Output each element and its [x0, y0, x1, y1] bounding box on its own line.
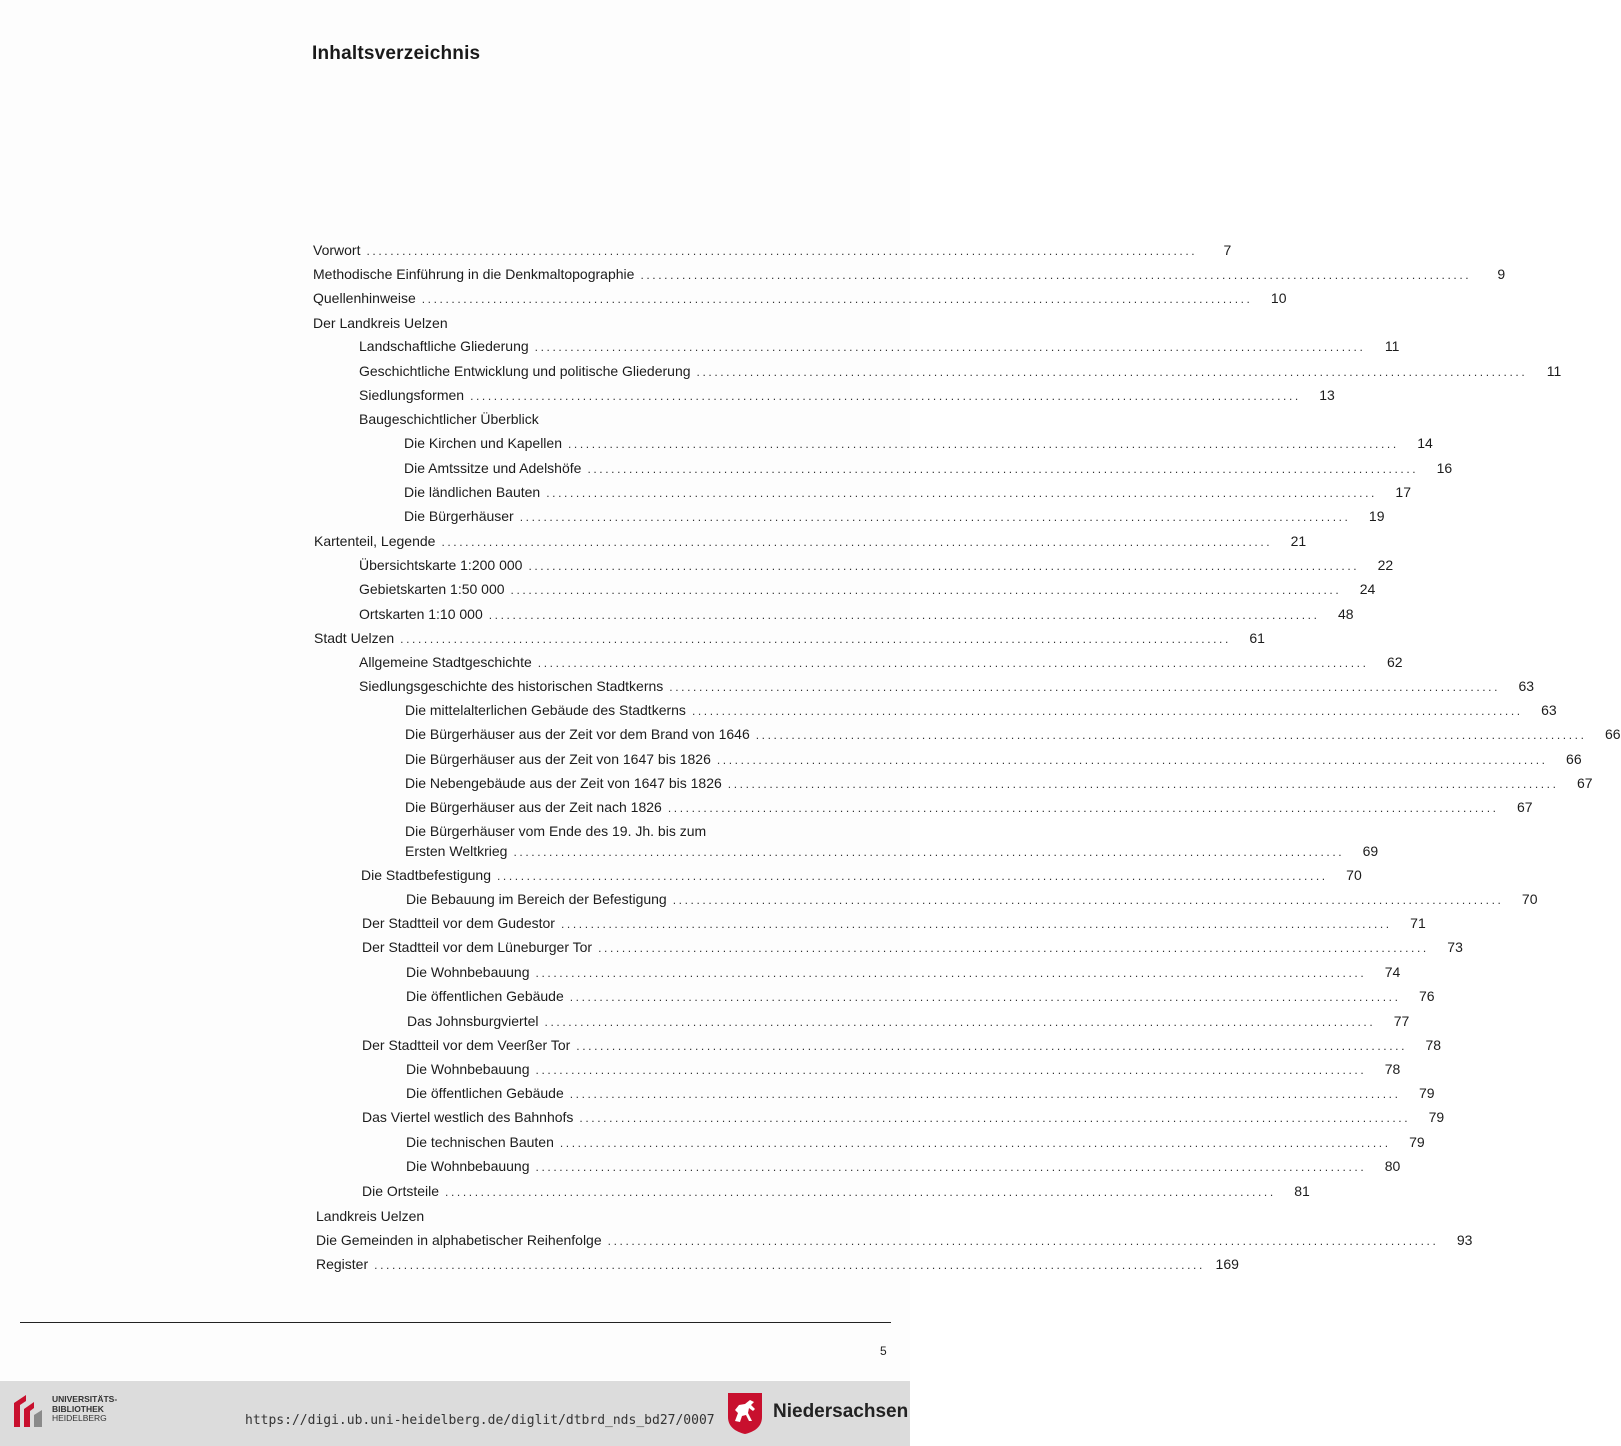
- toc-entry-title: Die Amtssitze und Adelshöfe: [404, 460, 582, 476]
- toc-entry-title: Landkreis Uelzen: [316, 1208, 425, 1224]
- toc-entry[interactable]: Die öffentlichen Gebäude ............................................................................................................................................ 76: [406, 985, 888, 1007]
- toc-entry-title: Die öffentlichen Gebäude: [406, 988, 564, 1004]
- toc-entry-page: 93: [1456, 1232, 1473, 1248]
- library-line2: BIBLIOTHEK: [52, 1403, 104, 1414]
- toc-entry-title: Quellenhinweise: [313, 290, 416, 306]
- toc-entry-page: 79: [1418, 1085, 1435, 1101]
- viewer-footer-bar: [0, 1381, 910, 1446]
- toc-entry-title: Die Wohnbebauung: [406, 1158, 530, 1174]
- toc-entry[interactable]: Die Wohnbebauung ............................................................................................................................................ 74: [406, 961, 888, 983]
- toc-entry-title: Der Stadtteil vor dem Lüneburger Tor: [362, 939, 593, 955]
- toc-entry-title: Baugeschichtlicher Überblick: [359, 411, 539, 427]
- toc-entry[interactable]: Geschichtliche Entwicklung und politische Gliederung ............................................................................................................................................ 11: [359, 360, 888, 382]
- toc-entry-page: 79: [1409, 1134, 1425, 1150]
- library-name: [52, 1395, 117, 1424]
- toc-entry-page: 63: [1541, 702, 1557, 718]
- toc-entry[interactable]: Die Bürgerhäuser aus der Zeit vor dem Brand von 1646 ............................................................................................................................................ 66: [405, 723, 888, 745]
- toc-entry[interactable]: Die ländlichen Bauten ............................................................................................................................................ 17: [404, 481, 888, 503]
- toc-entry-page: 19: [1368, 508, 1385, 524]
- toc-entry-title: Kartenteil, Legende: [314, 533, 436, 549]
- toc-entry-page: 63: [1518, 678, 1535, 694]
- toc-entry[interactable]: Die Bürgerhäuser aus der Zeit von 1647 bis 1826 ............................................................................................................................................ 66: [405, 748, 888, 770]
- toc-entry[interactable]: Die mittelalterlichen Gebäude des Stadtkerns ............................................................................................................................................ 63: [405, 699, 888, 721]
- toc-section-heading[interactable]: [316, 1205, 888, 1227]
- toc-entry-page: 61: [1249, 630, 1265, 646]
- toc-entry[interactable]: Ortskarten 1:10 000 ............................................................................................................................................ 48: [359, 603, 888, 625]
- toc-entry-title: Siedlungsgeschichte des historischen Stadtkerns: [359, 678, 664, 694]
- toc-entry-title: Die Bürgerhäuser aus der Zeit vor dem Brand von 1646: [405, 726, 750, 742]
- toc-entry[interactable]: Die Kirchen und Kapellen ............................................................................................................................................ 14: [404, 432, 888, 454]
- toc-entry[interactable]: Die Nebengebäude aus der Zeit von 1647 bis 1826 ............................................................................................................................................ 67: [405, 772, 888, 794]
- toc-entry[interactable]: Die Wohnbebauung ............................................................................................................................................ 78: [406, 1058, 888, 1080]
- toc-entry-title: Die Bürgerhäuser: [404, 508, 514, 524]
- library-line3: HEIDELBERG: [52, 1413, 107, 1423]
- toc-entry[interactable]: Methodische Einführung in die Denkmaltopographie ............................................................................................................................................ 9: [313, 263, 888, 285]
- toc-entry-page: 73: [1447, 939, 1463, 955]
- toc-entry-title-line2: Ersten Weltkrieg: [405, 843, 508, 859]
- toc-entry-page: 11: [1384, 338, 1400, 354]
- toc-entry-page: 21: [1290, 533, 1307, 549]
- permalink-url[interactable]: https://digi.ub.uni-heidelberg.de/diglit/dtbrd_nds_bd27/0007: [245, 1413, 715, 1428]
- toc-entry-title: Die Bebauung im Bereich der Befestigung: [406, 891, 667, 907]
- sponsor-name: Niedersachsen: [773, 1401, 909, 1422]
- library-line1: UNIVERSITÄTS-: [52, 1394, 118, 1404]
- niedersachsen-horse-icon[interactable]: [726, 1391, 764, 1435]
- toc-entry-title: Die Wohnbebauung: [406, 1061, 530, 1077]
- footer-rule: [20, 1322, 891, 1323]
- toc-entry-title: Die Wohnbebauung: [406, 964, 530, 980]
- toc-entry-page: 62: [1386, 654, 1403, 670]
- toc-entry-title: Die öffentlichen Gebäude: [406, 1085, 564, 1101]
- toc-entry-title: Vorwort: [313, 242, 361, 258]
- toc-entry-title-line1[interactable]: Die Bürgerhäuser vom Ende des 19. Jh. bis zum: [405, 823, 707, 839]
- toc-entry[interactable]: Der Stadtteil vor dem Veerßer Tor ............................................................................................................................................ 78: [362, 1034, 888, 1056]
- toc-entry-title: Allgemeine Stadtgeschichte: [359, 654, 532, 670]
- toc-entry[interactable]: Der Stadtteil vor dem Gudestor ............................................................................................................................................ 71: [362, 912, 888, 934]
- toc-entry-page: 78: [1384, 1061, 1401, 1077]
- toc-entry[interactable]: Siedlungsformen ............................................................................................................................................ 13: [359, 384, 888, 406]
- toc-entry-page: 9: [1497, 266, 1506, 282]
- toc-entry-title: Die technischen Bauten: [406, 1134, 554, 1150]
- toc-entry-title: Der Landkreis Uelzen: [313, 315, 448, 331]
- toc-entry[interactable]: Siedlungsgeschichte des historischen Stadtkerns ............................................................................................................................................ 63: [359, 675, 888, 697]
- toc-entry[interactable]: Der Stadtteil vor dem Lüneburger Tor ............................................................................................................................................ 73: [362, 936, 888, 958]
- toc-entry-page: 80: [1384, 1158, 1401, 1174]
- toc-entry-page: 79: [1428, 1109, 1445, 1125]
- toc-entry-title: Das Viertel westlich des Bahnhofs: [362, 1109, 574, 1125]
- toc-entry[interactable]: Vorwort ............................................................................................................................................ 7: [313, 239, 888, 261]
- toc-entry-title: Die Stadtbefestigung: [361, 867, 491, 883]
- toc-entry[interactable]: Übersichtskarte 1:200 000 ............................................................................................................................................ 22: [359, 554, 888, 576]
- toc-entry-title: Der Stadtteil vor dem Gudestor: [362, 915, 555, 931]
- toc-entry-title: Die Bürgerhäuser aus der Zeit von 1647 bis 1826: [405, 751, 711, 767]
- toc-entry[interactable]: Register ............................................................................................................................................ 169: [316, 1253, 888, 1275]
- toc-entry-page: 76: [1418, 988, 1435, 1004]
- toc-entry-title: Die Nebengebäude aus der Zeit von 1647 bis 1826: [405, 775, 722, 791]
- toc-entry-page: 7: [1223, 242, 1232, 258]
- toc-entry[interactable]: Die Stadtbefestigung ............................................................................................................................................ 70: [361, 864, 888, 886]
- toc-entry-title: Das Johnsburgviertel: [407, 1013, 539, 1029]
- toc-entry-title: Die mittelalterlichen Gebäude des Stadtkerns: [405, 702, 686, 718]
- toc-entry[interactable]: Kartenteil, Legende ............................................................................................................................................ 21: [314, 530, 888, 552]
- toc-entry-page: 10: [1270, 290, 1287, 306]
- toc-entry-title: Die Kirchen und Kapellen: [404, 435, 562, 451]
- toc-entry[interactable]: Die Bebauung im Bereich der Befestigung ............................................................................................................................................ 70: [406, 888, 888, 910]
- toc-entry[interactable]: Die technischen Bauten ............................................................................................................................................ 79: [406, 1131, 888, 1153]
- toc-section-heading[interactable]: [359, 408, 888, 430]
- toc-entry[interactable]: Das Viertel westlich des Bahnhofs ............................................................................................................................................ 79: [362, 1106, 888, 1128]
- toc-entry[interactable]: Allgemeine Stadtgeschichte ............................................................................................................................................ 62: [359, 651, 888, 673]
- toc-entry-page: 14: [1417, 435, 1433, 451]
- toc-entry-title: Landschaftliche Gliederung: [359, 338, 529, 354]
- ub-heidelberg-logo-icon[interactable]: [10, 1393, 46, 1429]
- toc-entry-title: Gebietskarten 1:50 000: [359, 581, 505, 597]
- toc-entry-title: Methodische Einführung in die Denkmaltopographie: [313, 266, 635, 282]
- toc-entry-page: 74: [1384, 964, 1401, 980]
- toc-entry[interactable]: Die Amtssitze und Adelshöfe ............................................................................................................................................ 16: [404, 457, 888, 479]
- toc-entry-page: 70: [1346, 867, 1362, 883]
- toc-entry-page: 70: [1521, 891, 1538, 907]
- page-number: 5: [880, 1344, 887, 1358]
- toc-entry-page: 66: [1604, 726, 1621, 742]
- toc-entry[interactable]: Die Ortsteile ............................................................................................................................................ 81: [362, 1180, 888, 1202]
- toc-entry-title: Der Stadtteil vor dem Veerßer Tor: [362, 1037, 571, 1053]
- toc-entry-page: 17: [1395, 484, 1411, 500]
- toc-entry[interactable]: Die Bürgerhäuser ............................................................................................................................................ 19: [404, 505, 888, 527]
- toc-entry-title: Register: [316, 1256, 369, 1272]
- toc-entry-page: 24: [1359, 581, 1376, 597]
- toc-entry-page: 69: [1362, 843, 1379, 859]
- toc-entry-page: 48: [1337, 606, 1354, 622]
- toc-entry-page: 66: [1566, 751, 1582, 767]
- toc-entry-title: Die ländlichen Bauten: [404, 484, 541, 500]
- toc-entry-title: Stadt Uelzen: [314, 630, 395, 646]
- toc-entry-page: 71: [1410, 915, 1426, 931]
- toc-entry[interactable]: Ersten Weltkrieg ............................................................................................................................................ 69: [405, 840, 888, 862]
- toc-entry-page: 67: [1517, 799, 1533, 815]
- toc-entry-page: 77: [1393, 1013, 1410, 1029]
- toc-entry-title: Ortskarten 1:10 000: [359, 606, 483, 622]
- toc-entry-page: 22: [1377, 557, 1394, 573]
- toc-entry-title: Siedlungsformen: [359, 387, 465, 403]
- toc-entry[interactable]: Das Johnsburgviertel ............................................................................................................................................ 77: [407, 1010, 888, 1032]
- toc-entry[interactable]: Die Gemeinden in alphabetischer Reihenfolge ............................................................................................................................................ 93: [316, 1229, 888, 1251]
- toc-entry-title: Die Gemeinden in alphabetischer Reihenfolge: [316, 1232, 602, 1248]
- toc-entry-page: 67: [1576, 775, 1593, 791]
- toc-section-heading[interactable]: [313, 312, 888, 334]
- page-title: Inhaltsverzeichnis: [312, 43, 481, 64]
- toc-entry[interactable]: Quellenhinweise ............................................................................................................................................ 10: [313, 287, 888, 309]
- toc-entry-title: Die Bürgerhäuser aus der Zeit nach 1826: [405, 799, 662, 815]
- toc-entry-title: Die Ortsteile: [362, 1183, 440, 1199]
- toc-entry[interactable]: Die öffentlichen Gebäude ............................................................................................................................................ 79: [406, 1082, 888, 1104]
- toc-entry-page: 13: [1319, 387, 1335, 403]
- toc-entry[interactable]: Die Bürgerhäuser aus der Zeit nach 1826 ............................................................................................................................................ 67: [405, 796, 888, 818]
- toc-entry[interactable]: Stadt Uelzen ............................................................................................................................................ 61: [314, 627, 888, 649]
- toc-entry-page: 16: [1436, 460, 1453, 476]
- toc-entry-page: 81: [1294, 1183, 1310, 1199]
- toc-entry-page: 169: [1215, 1256, 1239, 1272]
- toc-entry[interactable]: Die Wohnbebauung ............................................................................................................................................ 80: [406, 1155, 888, 1177]
- toc-entry-page: 78: [1425, 1037, 1442, 1053]
- toc-entry-title: Geschichtliche Entwicklung und politische Gliederung: [359, 363, 691, 379]
- toc-entry[interactable]: Gebietskarten 1:50 000 ............................................................................................................................................ 24: [359, 578, 888, 600]
- toc-entry-title: Übersichtskarte 1:200 000: [359, 557, 523, 573]
- toc-entry-page: 11: [1546, 363, 1562, 379]
- toc-entry[interactable]: Landschaftliche Gliederung ............................................................................................................................................ 11: [359, 335, 888, 357]
